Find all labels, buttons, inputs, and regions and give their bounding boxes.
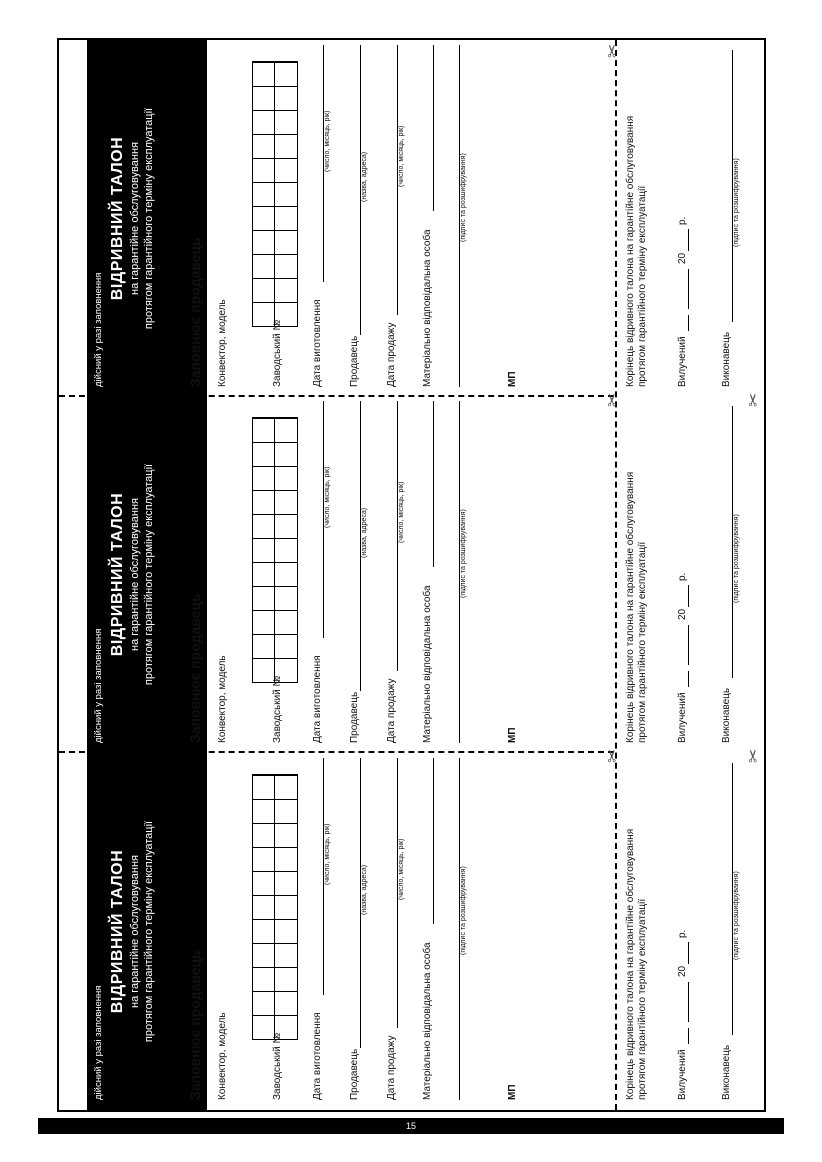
stub-signature-caption: (підпис та розшифрування) — [733, 871, 740, 960]
year-prefix: 20 — [677, 608, 688, 620]
serial-label: Заводський № — [272, 675, 283, 743]
valid-note: дійсний у разі заповнення — [93, 272, 104, 387]
model-label: Конвектор, модель — [217, 299, 228, 387]
stub-title-2: протягом гарантійного терміну експлуатації — [637, 541, 648, 743]
removed-year-line[interactable] — [688, 229, 689, 251]
year-prefix: 20 — [677, 252, 688, 264]
serial-label: Заводський № — [272, 319, 283, 387]
signature-caption: (підпис та розшифрування) — [460, 509, 467, 598]
serial-label: Заводський № — [272, 1032, 283, 1100]
scissors-icon: ✂ — [603, 392, 622, 407]
sale-date-label: Дата продажу — [386, 1035, 397, 1100]
removed-year-line[interactable] — [688, 942, 689, 964]
year-suffix: р. — [677, 572, 688, 581]
performer-label: Виконавець — [721, 687, 732, 743]
seller-label: Продавець — [349, 335, 360, 387]
mfg-date-caption: (число, місяць, рік) — [324, 110, 331, 172]
stamp-label: МП — [507, 727, 518, 743]
mfg-date-label: Дата виготовлення — [312, 1012, 323, 1100]
serial-number-grid[interactable] — [252, 417, 298, 683]
stamp-label: МП — [507, 371, 518, 387]
removed-year-line[interactable] — [688, 585, 689, 607]
removed-label: Вилучений — [677, 692, 688, 743]
rotated-content — [59, 40, 764, 1110]
year-suffix: р. — [677, 929, 688, 938]
sale-date-caption: (число, місяць, рік) — [398, 481, 405, 543]
sale-date-caption: (число, місяць, рік) — [398, 838, 405, 900]
removed-day-line[interactable] — [688, 671, 689, 687]
mfg-date-caption: (число, місяць, рік) — [324, 823, 331, 885]
removed-month-line[interactable] — [688, 625, 689, 665]
sale-date-label: Дата продажу — [386, 322, 397, 387]
mfg-date-caption: (число, місяць, рік) — [324, 466, 331, 528]
removed-label: Вилучений — [677, 336, 688, 387]
stub-signature-caption: (підпис та розшифрування) — [733, 158, 740, 247]
removed-label: Вилучений — [677, 1049, 688, 1100]
scissors-icon: ✂ — [744, 392, 763, 407]
seller-label: Продавець — [349, 691, 360, 743]
removed-month-line[interactable] — [688, 269, 689, 309]
seller-heading: Заповнює продавець — [187, 950, 203, 1100]
coupon-panel-3 — [59, 40, 764, 397]
coupon-subtitle-2: протягом гарантійного терміну експлуатації — [143, 107, 155, 330]
coupon-subtitle-1: на гарантійне обслуговування — [129, 142, 141, 295]
stub-title-1: Корінець відривного талона на гарантійне обслуговування — [625, 471, 636, 743]
valid-note: дійсний у разі заповнення — [93, 985, 104, 1100]
serial-number-grid[interactable] — [252, 61, 298, 327]
responsible-label: Матеріально відповідальна особа — [422, 585, 433, 743]
stub-title-1: Корінець відривного талона на гарантійне обслуговування — [625, 828, 636, 1100]
model-label: Конвектор, модель — [217, 1012, 228, 1100]
responsible-line[interactable] — [433, 401, 434, 567]
valid-note: дійсний у разі заповнення — [93, 628, 104, 743]
model-label: Конвектор, модель — [217, 655, 228, 743]
scissors-icon: ✂ — [603, 748, 622, 763]
year-prefix: 20 — [677, 965, 688, 977]
coupon-subtitle-2: протягом гарантійного терміну експлуатації — [143, 463, 155, 686]
seller-heading: Заповнює продавець — [187, 593, 203, 743]
mfg-date-label: Дата виготовлення — [312, 655, 323, 743]
seller-caption: (назва, адреса) — [361, 864, 368, 915]
removed-day-line[interactable] — [688, 315, 689, 331]
stamp-label: МП — [507, 1084, 518, 1100]
signature-caption: (підпис та розшифрування) — [460, 153, 467, 242]
coupon-panel-1 — [59, 753, 764, 1110]
scissors-icon: ✂ — [603, 43, 622, 58]
seller-label: Продавець — [349, 1048, 360, 1100]
responsible-label: Матеріально відповідальна особа — [422, 942, 433, 1100]
coupon-subtitle-2: протягом гарантійного терміну експлуатації — [143, 820, 155, 1043]
page-number-bar — [38, 1118, 784, 1134]
performer-label: Виконавець — [721, 1044, 732, 1100]
stub-title-2: протягом гарантійного терміну експлуатації — [637, 185, 648, 387]
stub-title-1: Корінець відривного талона на гарантійне обслуговування — [625, 115, 636, 387]
sale-date-label: Дата продажу — [386, 678, 397, 743]
stub-title-2: протягом гарантійного терміну експлуатації — [637, 898, 648, 1100]
sale-date-caption: (число, місяць, рік) — [398, 125, 405, 187]
removed-month-line[interactable] — [688, 982, 689, 1022]
coupon-subtitle-1: на гарантійне обслуговування — [129, 498, 141, 651]
seller-caption: (назва, адреса) — [361, 151, 368, 202]
responsible-line[interactable] — [433, 758, 434, 924]
warranty-coupon-sheet — [57, 38, 766, 1112]
signature-caption: (підпис та розшифрування) — [460, 866, 467, 955]
coupon-subtitle-1: на гарантійне обслуговування — [129, 855, 141, 1008]
coupon-title: ВІДРИВНИЙ ТАЛОН — [109, 849, 126, 1014]
page-number: 15 — [405, 1121, 416, 1131]
responsible-line[interactable] — [433, 45, 434, 211]
coupon-title: ВІДРИВНИЙ ТАЛОН — [109, 492, 126, 657]
mfg-date-label: Дата виготовлення — [312, 299, 323, 387]
coupon-panel-2 — [59, 396, 764, 753]
seller-caption: (назва, адреса) — [361, 507, 368, 558]
coupon-title: ВІДРИВНИЙ ТАЛОН — [109, 136, 126, 301]
performer-label: Виконавець — [721, 331, 732, 387]
responsible-label: Матеріально відповідальна особа — [422, 229, 433, 387]
year-suffix: р. — [677, 216, 688, 225]
scissors-icon: ✂ — [744, 748, 763, 763]
removed-day-line[interactable] — [688, 1028, 689, 1044]
seller-heading: Заповнює продавець — [187, 237, 203, 387]
stub-signature-caption: (підпис та розшифрування) — [733, 514, 740, 603]
serial-number-grid[interactable] — [252, 774, 298, 1040]
